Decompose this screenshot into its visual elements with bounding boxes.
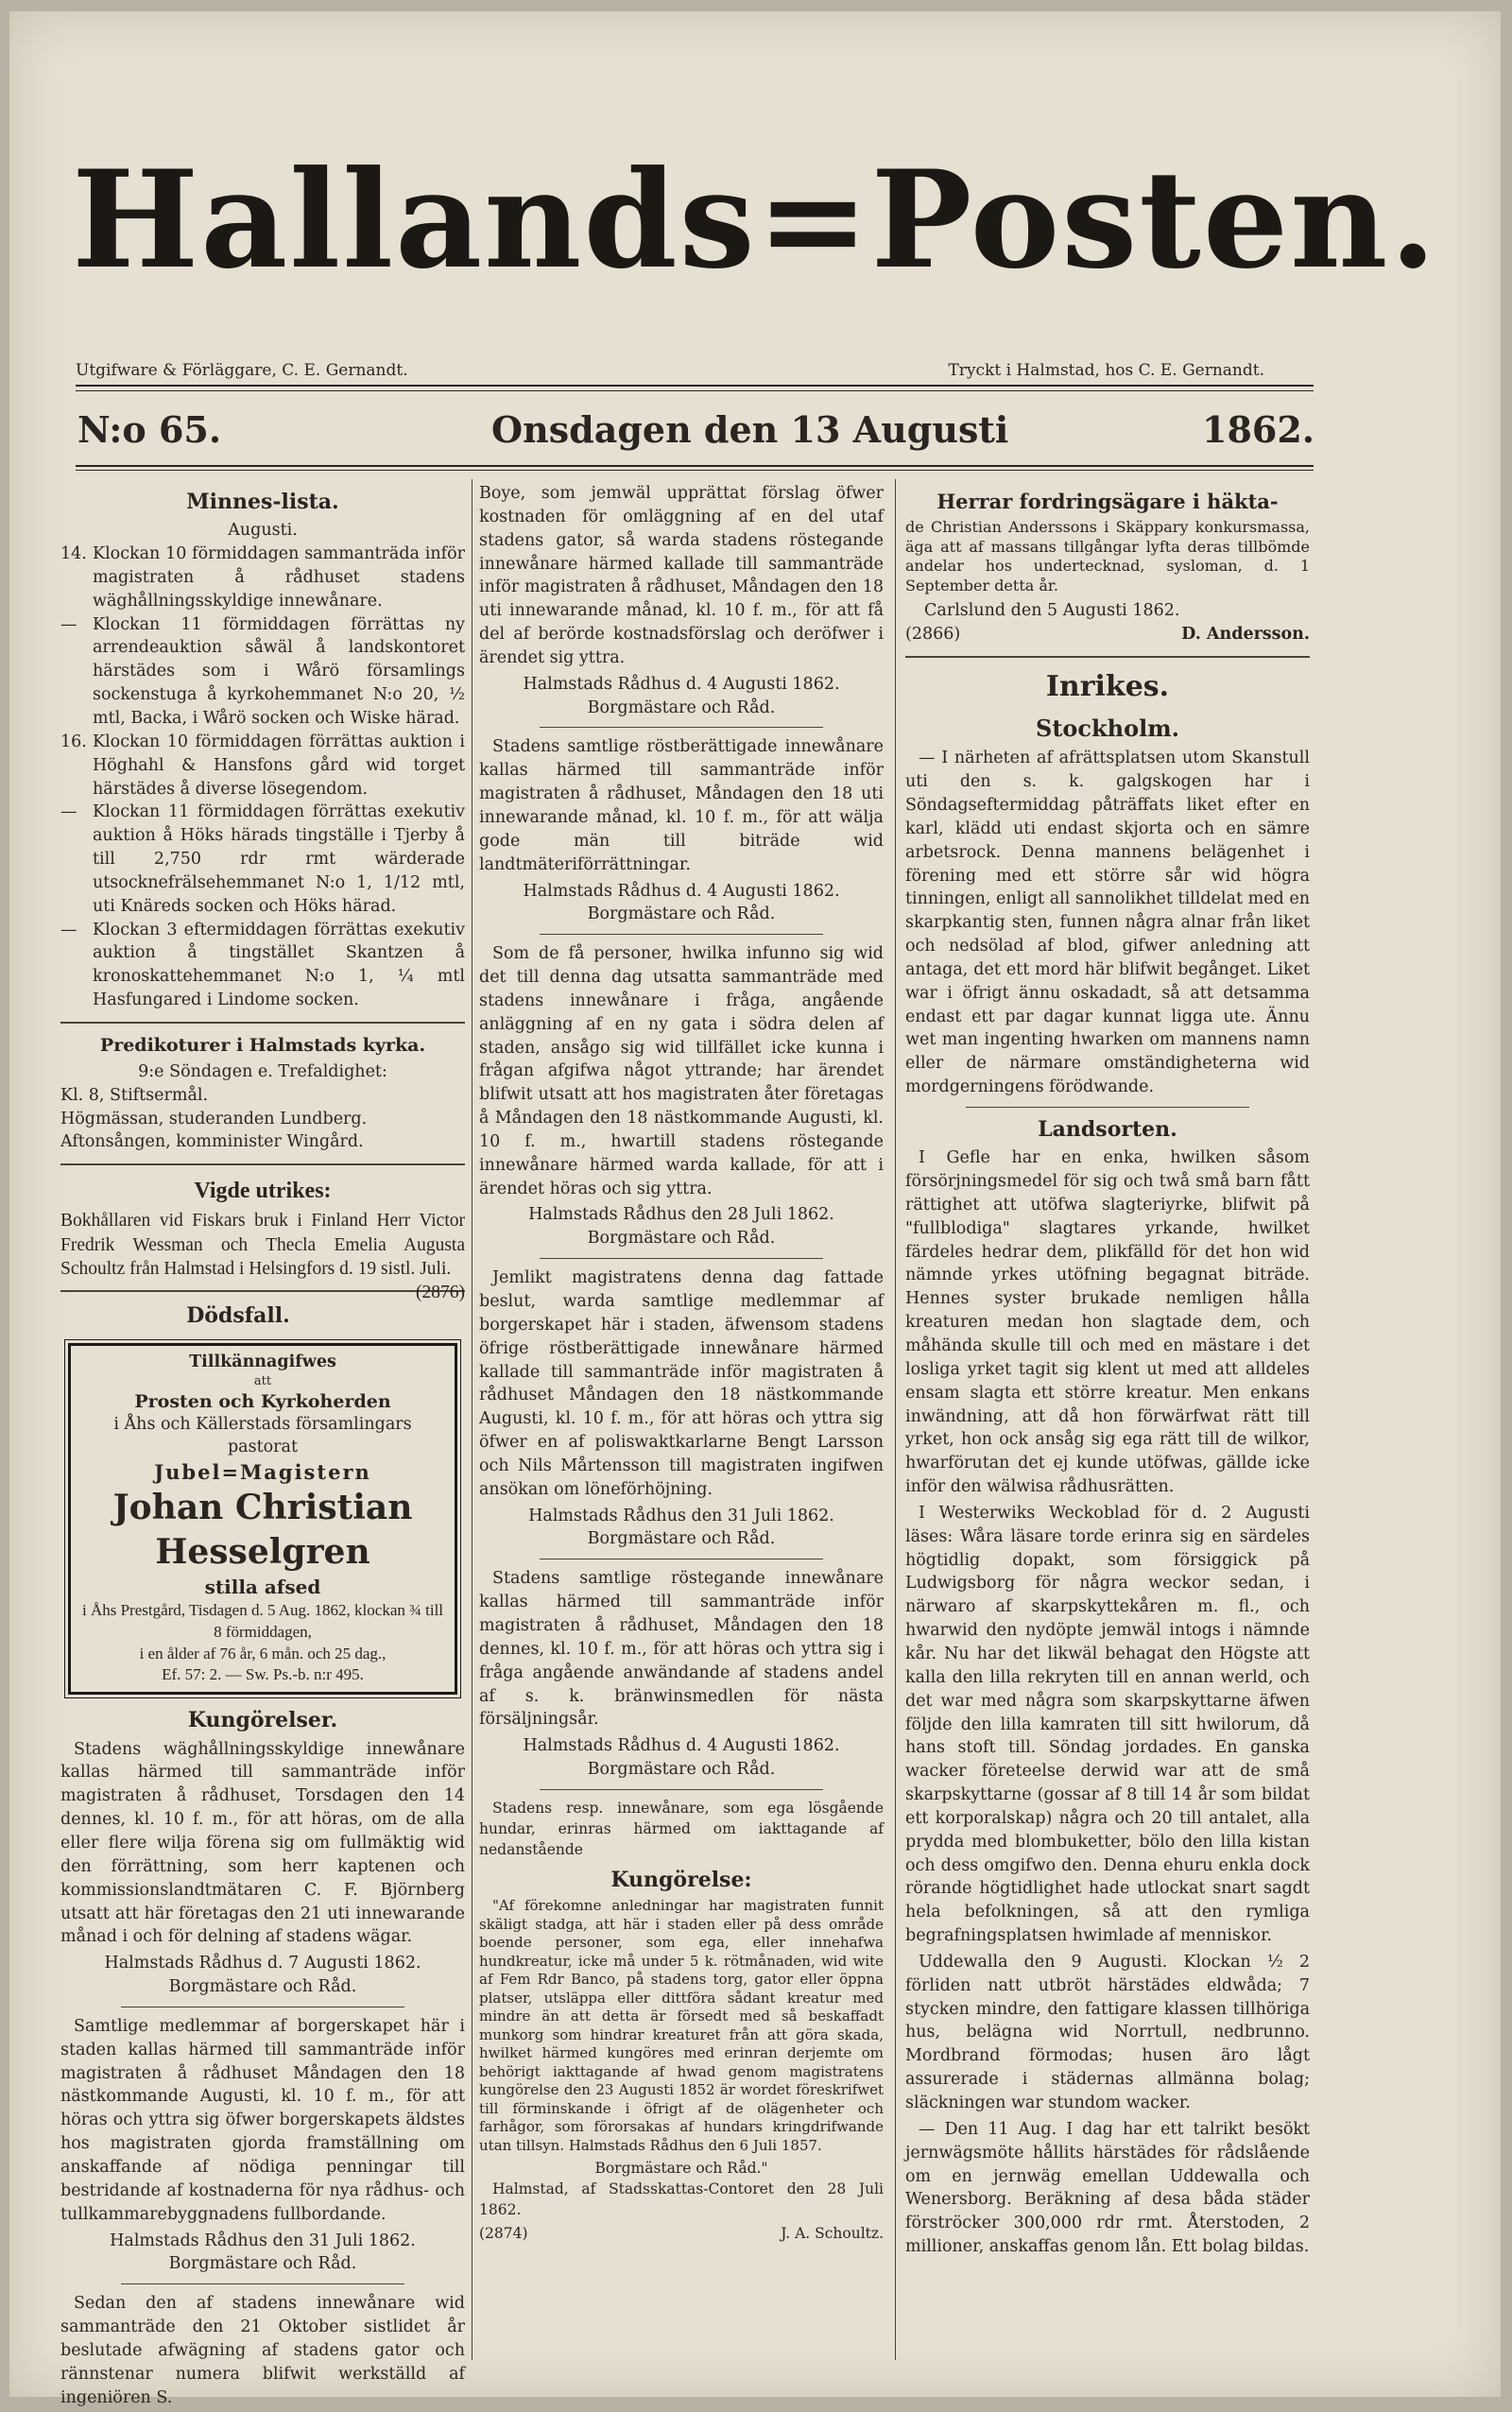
item-text: Klockan 10 förmiddagen sammanträda inför magistraten å rådhuset stadens wäghållningsskyldige innewånare. [93,544,465,611]
rule [76,470,1314,471]
notice-place: Halmstads Rådhus d. 4 Augusti 1862. [523,881,840,901]
item-text: Klockan 3 eftermiddagen förrättas exekutiv auktion å tingstället Skantzen å kronoskattehemmanet N:o 1, ¼ mtl Hasfungared i Lindome socken. [93,920,465,1010]
list-item [60,613,465,731]
section-subheading: 9:e Söndagen e. Trefaldighet: [138,1061,387,1081]
item-text: Klockan 11 förmiddagen förrättas ny arrendeauktion såwäl å landskontoret härstädes som i Wårö församlings sockenstuga å kyrkohemmanet N:o 20, ½ mtl, Backa, i Wårö socken och Wiske härad. [93,614,465,728]
newspaper-page [9,11,1501,2407]
column-2 [479,482,884,2244]
issue-year: 1862. [1202,408,1314,451]
divider [540,934,823,935]
notice-text: Stadens samtlige röstegande innewånare kallas härmed till sammanträde inför magistraten å rådhuset, Måndagen den 18 dennes, kl. 10 f. m., för att höras och yttra sig i fråga angående anwändande af stadens andel af s. k. bränwinsmedlen för nästa försäljningsår. [479,1569,884,1730]
list-item [60,919,465,1012]
box-line: Jubel=Magistern [154,1459,371,1484]
list-item [60,731,465,801]
printer-line: Tryckt i Halmstad, hos C. E. Gernandt. [948,361,1264,380]
ad-reference: (2874) [479,2225,528,2243]
notice-signature: Borgmästare och Råd. [587,1529,776,1549]
divider [540,727,823,728]
ad-reference: (2866) [905,624,961,644]
article-text: I Gefle har en enka, hwilken såsom försörjningsmedel för sig och twå små barn fått rättighet att utöfwa slagteriyrke, blifwit på "fullblodiga" slagtares yrkande, hwilket färdeles hedrar dem, plikfälld för det hon wid nämnde yrkes utöfning begagnat biträde. Hennes syster brukade nemligen hålla kreaturen medan hon slagtade dem, och måhända skulle till och med en mästare i det losliga yrket tagit sig klent ut med att alldeles ensam slagta ett större kreatur. Men enkans inwändning, att då hon förwärfwat rätt till yrket, hon ock ansåg sig ega rätt till de wilkor, hwarförutan det ej kunde utöfwas, gällde icke inför den wälwisa rådhusrätten. [905,1148,1310,1497]
section-heading: Inrikes. [1045,669,1170,703]
column-3 [905,482,1310,2262]
notice-signature: Borgmästare och Råd. [587,1229,776,1249]
notice-place: Halmstads Rådhus d. 4 Augusti 1862. [523,1736,840,1756]
box-line: i Åhs Prestgård, Tisdagen d. 5 Aug. 1862, klockan ¾ till 8 förmiddagen, [81,1600,444,1641]
notice-footer [905,623,1310,646]
masthead: Hallands=Posten. [72,142,1438,299]
section-heading: Predikoturer i Halmstads kyrka. [99,1034,426,1056]
item-day: — [60,614,77,634]
subsection-heading: Stockholm. [1036,715,1179,743]
notice-signature: Borgmästare och Råd. [587,904,776,924]
notice-signature: Borgmästare och Råd." [594,2160,768,2178]
notice-text: Stadens resp. innewånare, som ega lösgående hundar, erinras härmed om iakttagande af nedanstående [479,1799,884,1858]
notice-signature: Borgmästare och Råd. [168,1977,357,1997]
subsection-heading: Landsorten. [1038,1117,1177,1143]
divider [121,2283,404,2284]
wedding-notice [60,1209,465,1303]
article-text: I Westerwiks Weckoblad för d. 2 Augusti läses: Wåra läsare torde erinra sig en särdeles högtidlig dopakt, som försiggick på Ludwigsborg för några weckor sedan, i närwaro af skarpskyttekåren m. fl., och hwarwid den nydöpte jemwäl intogs i nämnde kår. Nu har det likwäl behagat den Högste att kalla den lilla rekryten till en annan werld, och det war med några som skarpskyttarne äfwen följde den lilla kamraten till sitt hwilorum, då hans stoft till. Söndag jordades. En ganska wacker företeelse derwid war att de små skarpskyttarne (gossar af 8 till 14 år som bildat ett korporalskap) några och 20 till antalet, alla prydda med blombuketter, bölo den lilla kistan och dess omgifwo den. Denna ehuru enkla dock rörande högtidlighet hade utlockat snart sagdt hela befolkningen, så att den rymliga begrafningsplatsen hwimlade af menniskor. [905,1503,1310,1946]
notice-heading: Herrar fordringsägare i häkta- [936,490,1279,513]
death-notice-box [68,1343,457,1696]
divider [60,1022,465,1024]
notice-place: Carlslund den 5 Augusti 1862. [924,601,1180,620]
deceased-name: Johan Christian Hesselgren [112,1488,413,1572]
notice-text: Jemlikt magistratens denna dag fattade beslut, warda samtlige medlemmar af borgerskapet här i staden, äfwensom stadens öfrige röstberättigade innewånare härmed kallade till sammanträde inför magistraten å rådhuset Måndagen den 18 nästkommande Augusti, kl. 10 f. m., för att höras och yttra sig öfwer en af poliswaktkarlarne Bengt Larsson och Nils Mårtensson till magistraten ingifwen ansökan om löneförhöjning. [479,1268,884,1499]
notice-text: Stadens wäghållningsskyldige innewånare kallas härmed till sammanträde inför magistraten å rådhuset, Torsdagen den 14 dennes, kl. 10 f. m., för att höras, om de alla eller flere wilja förena sig om fullmäktig wid den förrättning, som herr kaptenen och kommissionslandtmätaren C. F. Björnberg utsatt att här företagas den 21 uti innewarande månad i och för delning af stadens wägar. [60,1739,465,1947]
box-line: i en ålder af 76 år, 6 mån. och 25 dag., [139,1644,387,1663]
notice-text: Stadens samtlige röstberättigade innewånare kallas härmed till sammanträde inför magistraten å rådhuset, Måndagen den 18 uti innewarande månad, kl. 10 f. m., för att wälja gode män till biträde wid landtmäteriförrättningar. [479,737,884,874]
notice-place: Halmstads Rådhus den 31 Juli 1862. [110,2231,416,2250]
list-item [60,801,465,918]
list-item [60,543,465,613]
notice-place: Halmstads Rådhus d. 7 Augusti 1862. [104,1954,421,1973]
notice-text: Sedan den af stadens innewånare wid sammanträde den 21 Oktober sistlidet år beslutade afwägning af stadens gator och rännstenar numera blifwit werkställd af ingeniören S. [60,2294,465,2407]
article-text: — Den 11 Aug. I dag har ett talrikt besökt jernwägsmöte hållits härstädes för rådslående om en jernwäg emellan Uddewalla och Wenersborg. Beräkning af desa båda städer förströcker 300,000 rdr rmt. Återstoden, 2 millioner, anskaffas genom lån. Ett bolag bildas. [905,2119,1310,2257]
wedding-text: Bokhållaren vid Fiskars bruk i Finland Herr Victor Fredrik Wessman och Thecla Emelia Augusta Schoultz från Halmstad i Helsingfors d. 19 sistl. Juli. [60,1211,465,1280]
column-1 [60,482,465,2412]
notice-signature: Borgmästare och Råd. [587,1760,776,1780]
item-day: — [60,802,77,822]
issue-date: Onsdagen den 13 Augusti [491,408,1009,451]
divider [905,656,1310,658]
item-day: 14. [60,544,87,564]
section-heading: Kungörelser. [187,1708,338,1733]
section-heading: Kungörelse: [610,1867,752,1892]
notice-text: "Af förekomne anledningar har magistraten funnit skäligt stadga, att här i staden eller på dess område boende personer, som ega, eller innehafwa hundkreatur, icke må under 5 k. rötmånaden, wid wite af Fem Rdr Banco, på stadens torg, gator eller öppna platser, utsläppa eller dittföra sådant kreatur med mindre än att detta är försedt med så beskaffadt munkorg som hindrar kreaturet från att göra skada, hwilket härmed kungöres med erinran derjemte om behörigt iakttagande af hwad genom magistratens kungörelse den 23 Augusti 1852 är wordet föreskrifwet till förminskande i öfrigt af de olägenheter och farhågor, som förorsakas af hundars kringdrifwande utan tillsyn. Halmstads Rådhus den 6 Juli 1857. [479,1897,884,2154]
notice-signature: Borgmästare och Råd. [168,2254,357,2274]
notice-text: de Christian Anderssons i Skäppary konkursmassa, äga att af massans tillgångar lyfta deras tillbömde andelar hos undertecknad, sysloman, d. 1 September detta år. [905,517,1310,595]
box-line: Tillkännagifwes [189,1352,336,1371]
section-heading: Minnes-lista. [186,490,339,514]
service-line: Högmässan, studeranden Lundberg. [60,1109,368,1128]
notice-text: Som de få personer, hwilka infunno sig wid det till denna dag utsatta sammanträde med stadens innewånare i fråga, angående anläggning af en ny gata i södra delen af staden, ansågo sig wid tillfället icke kunna i frågan afgifwa något yttrande; har ärendet blifwit utsatt att hos magistraten åter företagas å Måndagen den 18 nästkommande Augusti, kl. 10 f. m., hwartill stadens röstegande innewånare härmed warda kallade, för att i ärendet höras och sig yttra. [479,944,884,1198]
notice-place: Halmstad, af Stadsskattas-Contoret den 28 Juli 1862. [479,2180,884,2219]
article-text: Uddewalla den 9 Augusti. Klockan ½ 2 förliden natt utbröt härstädes eldwåda; 7 stycken mindre, den fattigare klassen tillhöriga hus, belägna wid Norrtull, nedbrunno. Mordbrand förmodas; husen äro lågt assurerade i städernas allmänna bolag; släckningen war stundom wacker. [905,1952,1310,2112]
divider [540,1258,823,1259]
box-line: stilla afsed [204,1575,321,1598]
issue-number: N:o 65. [77,408,222,451]
notice-signature: Borgmästare och Råd. [587,698,776,717]
notice-place: Halmstads Rådhus den 31 Juli 1862. [528,1506,834,1525]
notice-footer [479,2223,884,2244]
item-text: Klockan 10 förmiddagen förrättas auktion i Höghahl & Hansfons gård wid torget härstädes å diverse lösegendom. [93,732,465,799]
item-text: Klockan 11 förmiddagen förrättas exekutiv auktion å Höks härads tingställe i Tjerby å till 2,750 rdr rmt wärderade utsocknefrälsehemmanet N:o 1, 1/12 mtl, uti Knäreds socken och Höks härad. [93,802,465,916]
divider [60,1163,465,1165]
signatory: D. Andersson. [1181,624,1310,644]
notice-text: Samtlige medlemmar af borgerskapet här i staden kallas härmed till sammanträde inför magistraten å rådhuset Måndagen den 18 nästkommande Augusti, kl. 10 f. m., för att höras och yttra sig öfwer borgerskapets äldstes hos magistraten gjorda framställning om anskaffande af nödiga penningar till bestridande af kostnaderna för nya rådhus- och tullkammarebyggnadens fullbordande. [60,2016,465,2224]
column-divider [895,479,896,2360]
notice-text: Boye, som jemwäl upprättat förslag öfwer kostnaden för omläggning af en del utaf stadens gator, så warda stadens röstegande innewånare härmed kallade till sammanträde inför magistraten å rådhuset, Måndagen den 18 uti innewarande månad, kl. 10 f. m., för att få del af berörde kostnadsförslag och deröfwer i ärendet sig yttra. [479,484,884,667]
notice-place: Halmstads Rådhus den 28 Juli 1862. [528,1205,834,1225]
item-day: 16. [60,732,87,751]
service-line: Aftonsången, komminister Wingård. [60,1132,364,1152]
box-line: att [253,1374,272,1389]
section-heading: Vigde utrikes: [194,1179,332,1204]
section-heading: Dödsfall. [186,1303,290,1329]
box-line: i Åhs och Källerstads församlingars pastorat [113,1415,412,1457]
rule [76,385,1314,387]
notice-place: Halmstads Rådhus d. 4 Augusti 1862. [523,674,840,694]
ad-reference: (2876) [416,1283,465,1303]
rule [76,465,1314,467]
divider [540,1789,823,1790]
rule [76,390,1314,391]
divider [60,1290,465,1292]
box-line: Prosten och Kyrkoherden [134,1390,391,1412]
section-subheading: Augusti. [228,521,298,541]
publisher-line: Utgifware & Förläggare, C. E. Gernandt. [76,361,408,380]
article-text: — I närheten af afrättsplatsen utom Skanstull uti den s. k. galgskogen har i Söndagseftermiddag påträffats liket efter en karl, klädd uti endast skjorta och en sämre arbetsrock. Denna mannens belägenhet i förening med ett större sår wid högra tinningen, enligt all sannolikhet tilldelat med en skarpkantig sten, funnen några alnar från liket och nedsölad af blod, gifwer anledning att antaga, det ett mord här blifwit begånget. Liket war i öfrigt ännu oskadadt, så att detsamma endast ett par dagar kunnat ligga ute. Ännu wet man ingenting hwarken om mannens namn eller de närmare omständigheterna wid mordgerningens förödwande. [905,749,1310,1097]
signatory: J. A. Schoultz. [781,2225,884,2243]
item-day: — [60,920,77,939]
service-line: Kl. 8, Stiftsermål. [60,1085,209,1105]
divider [966,1107,1249,1108]
box-line: Ef. 57: 2. — Sw. Ps.-b. n:r 495. [162,1665,364,1684]
